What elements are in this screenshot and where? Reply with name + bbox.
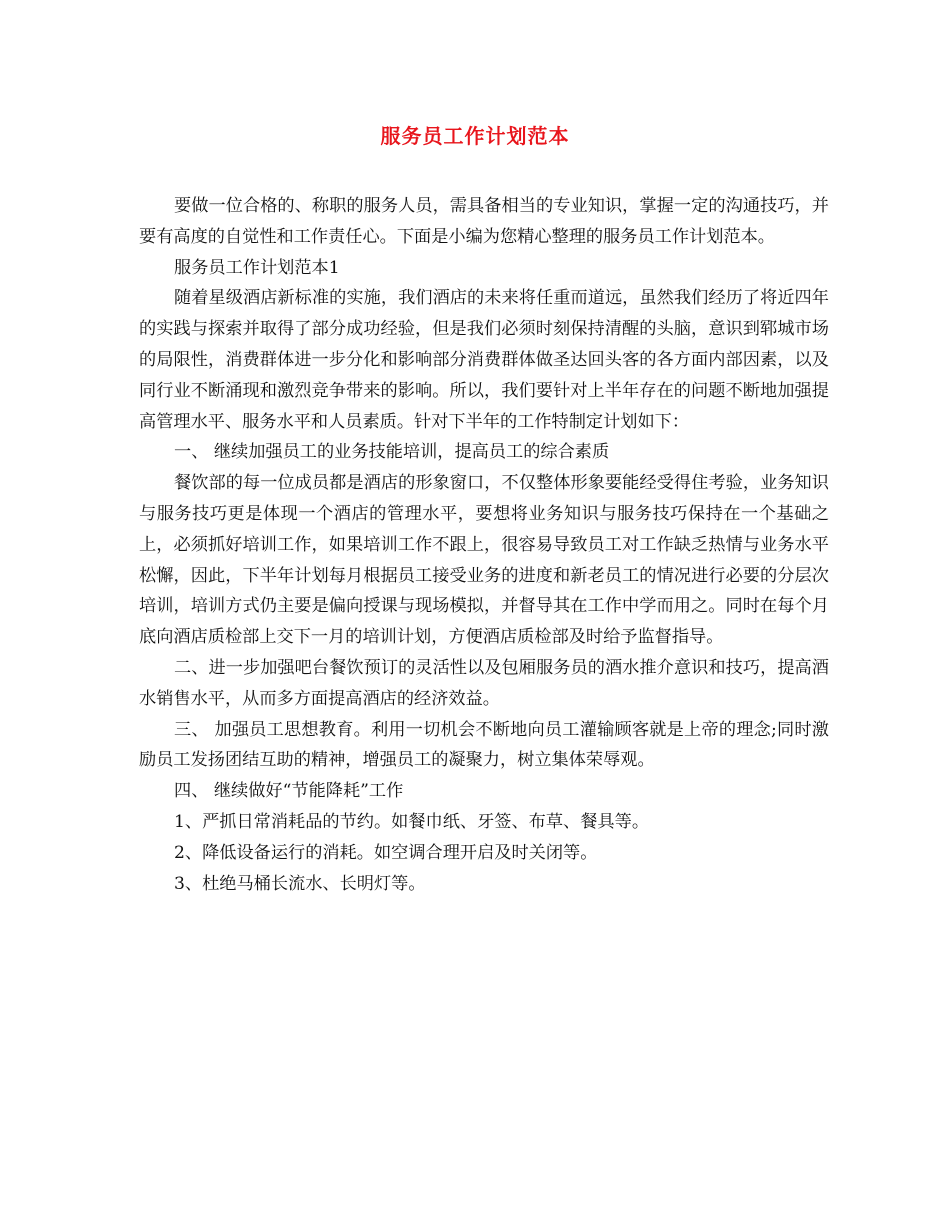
- paragraph-item-3: 三、 加强员工思想教育。利用一切机会不断地向员工灌输顾客就是上帝的理念;同时激励员工发扬团结互助的精神，增强员工的凝聚力，树立集体荣辱观。: [139, 719, 829, 771]
- paragraph-subitem-2: 2、降低设备运行的消耗。如空调合理开启及时关闭等。: [174, 842, 598, 863]
- paragraph-subitem-1: 1、严抓日常消耗品的节约。如餐巾纸、牙签、布草、餐具等。: [174, 811, 650, 832]
- paragraph-intro: 要做一位合格的、称职的服务人员，需具备相当的专业知识，掌握一定的沟通技巧，并要有高度的自觉性和工作责任心。下面是小编为您精心整理的服务员工作计划范本。: [139, 196, 829, 247]
- document-body: [139, 191, 829, 899]
- paragraph-subitem-3: 3、杜绝马桶长流水、长明灯等。: [174, 873, 426, 894]
- paragraph-item-4-heading: 四、 继续做好“节能降耗”工作: [174, 781, 404, 802]
- paragraph-section-heading: 服务员工作计划范本1: [174, 257, 340, 278]
- paragraph-item-1-heading: 一、 继续加强员工的业务技能培训，提高员工的综合素质: [174, 442, 610, 463]
- paragraph-item-2: 二、进一步加强吧台餐饮预订的灵活性以及包厢服务员的酒水推介意识和技巧，提高酒水销售水平，从而多方面提高酒店的经济效益。: [139, 657, 829, 709]
- document-title: 服务员工作计划范本: [380, 124, 570, 148]
- paragraph-background: 随着星级酒店新标准的实施，我们酒店的未来将任重而道远，虽然我们经历了将近四年的实践与探索并取得了部分成功经验，但是我们必须时刻保持清醒的头脑，意识到郓城市场的局限性，消费群体进一步分化和影响部分消费群体做圣达回头客的各方面内部因素，以及同行业不断涌现和激烈竞争带来的影响。所以，我们要针对上半年存在的问题不断地加强提高管理水平、服务水平和人员素质。针对下半年的工作特制定计划如下：: [139, 288, 829, 432]
- paragraph-item-1-body: 餐饮部的每一位成员都是酒店的形象窗口，不仅整体形象要能经受得住考验，业务知识与服务技巧更是体现一个酒店的管理水平，要想将业务知识与服务技巧保持在一个基础之上，必须抓好培训工作，如果培训工作不跟上，很容易导致员工对工作缺乏热情与业务水平松懈，因此，下半年计划每月根据员工接受业务的进度和新老员工的情况进行必要的分层次培训，培训方式仍主要是偏向授课与现场模拟，并督导其在工作中学而用之。同时在每个月底向酒店质检部上交下一月的培训计划，方便酒店质检部及时给予监督指导。: [139, 473, 829, 648]
